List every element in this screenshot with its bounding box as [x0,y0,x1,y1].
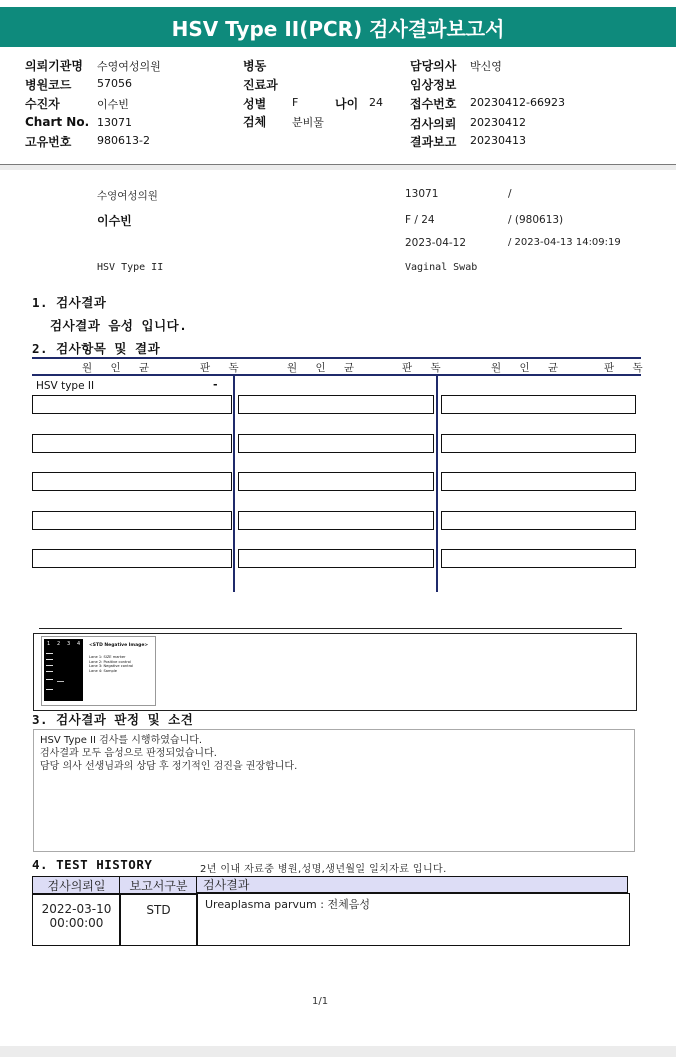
result-cell [238,549,434,568]
result-cell [238,434,434,453]
chart-no-value: 13071 [97,116,132,129]
info-test-name: HSV Type II [97,262,164,273]
gel-band [46,679,53,680]
gel-top-rule [39,628,622,629]
info-specimen: Vaginal Swab [405,262,478,273]
ward-label: 병동 [243,59,267,73]
section2-title: 2. 검사항목 및 결과 [32,341,161,356]
history-time: 00:00:00 [49,916,104,930]
page-number: 1/1 [312,996,329,1007]
table-top-rule [32,357,641,359]
gel-band [57,681,64,682]
history-cell-date [32,893,121,946]
result-cell [32,549,232,568]
opinion-line: 담당 의사 선생님과의 상담 후 정기적인 검진을 권장합니다. [40,761,298,772]
result-cell [238,395,434,414]
col2-judgement-header: 판 독 [402,362,447,374]
gel-lane-label: 1 [47,641,51,647]
result-cell [441,549,636,568]
col1-pathogen-header: 원 인 균 [82,362,156,374]
history-note: 2년 이내 자료중 병원,성명,생년월일 일치자료 입니다. [200,864,447,875]
result-cell [32,395,232,414]
info-sex-age: F / 24 [405,214,435,226]
table-divider-2 [436,376,438,592]
section1-title: 1. 검사결과 [32,295,107,310]
gel-image [41,636,156,706]
info-institution: 수영여성의원 [97,190,158,202]
request-label: 검사의뢰 [410,117,457,131]
col3-pathogen-header: 원 인 균 [491,362,565,374]
request-date-value: 20230412 [470,116,526,129]
result-cell [32,472,232,491]
sex-value: F [292,96,299,109]
patient-value: 이수빈 [97,98,129,111]
gel-band [46,689,53,690]
institution-value: 수영여성의원 [97,60,161,73]
report-label: 결과보고 [410,135,457,149]
age-value: 24 [369,96,383,109]
info-patient: 이수빈 [97,214,132,228]
history-cell-type [119,893,198,946]
history-cell-result [196,893,630,946]
chart-no-label: Chart No. [25,115,90,129]
unique-no-value: 980613-2 [97,134,150,147]
history-header-date: 검사의뢰일 [32,876,121,895]
info-chart-no: 13071 [405,188,439,200]
gel-lane-label: 3 [67,641,71,647]
gel-title: <STD Negative Image> [89,643,149,648]
col3-judgement-header: 판 독 [604,362,649,374]
section1-text: 검사결과 음성 입니다. [50,318,188,333]
receipt-no-value: 20230412-66923 [470,96,565,109]
result-cell [238,511,434,530]
specimen-label: 검체 [243,115,267,129]
gel-legend [89,655,133,673]
gel-band [46,671,53,672]
info-receipt-date: 2023-04-12 [405,237,467,249]
result-cell [238,472,434,491]
gel-legend-item: Lane 4: Sample [89,668,117,673]
history-header-type: 보고서구분 [119,876,198,895]
doctor-label: 담당의사 [410,59,457,73]
history-type: STD [146,903,171,917]
gel-photo [44,639,83,701]
header-shadow [0,165,676,170]
history-date: 2022-03-10 [41,902,112,916]
gel-lane-label: 2 [57,641,61,647]
table-divider-1 [233,376,235,592]
dept-label: 진료과 [243,78,278,92]
gel-band [46,653,53,654]
history-result: Ureaplasma parvum : 전체음성 [205,898,370,911]
section3-title: 3. 검사결과 판정 및 소견 [32,712,194,727]
opinion-line: 검사결과 모두 음성으로 판정되었습니다. [40,748,217,759]
doctor-value: 박신영 [470,60,502,73]
hospital-code-value: 57056 [97,77,132,90]
result-cell [32,511,232,530]
col2-pathogen-header: 원 인 균 [287,362,361,374]
receipt-no-label: 접수번호 [410,97,457,111]
institution-label: 의뢰기관명 [25,59,83,73]
section4-title: 4. TEST HISTORY [32,857,153,872]
gel-band [46,659,53,660]
result-judgement: - [213,378,218,391]
info-birth: / (980613) [508,214,564,226]
history-header-result: 검사결과 [196,876,628,893]
result-cell [441,472,636,491]
specimen-value: 분비물 [292,116,324,129]
result-pathogen-name: HSV type II [36,380,95,392]
bottom-bar [0,1046,676,1057]
hospital-code-label: 병원코드 [25,78,72,92]
gel-legend-item: Lane 2: Positive control [89,659,131,664]
report-date-value: 20230413 [470,134,526,147]
result-cell [441,511,636,530]
opinion-line: HSV Type II 검사를 시행하였습니다. [40,735,203,746]
col1-judgement-header: 판 독 [200,362,245,374]
result-cell [32,434,232,453]
gel-legend-item: Lane 1: SIZE marker [89,655,126,659]
gel-band [46,665,53,666]
info-slash: / [508,188,512,200]
info-report-datetime: / 2023-04-13 14:09:19 [508,237,621,248]
sex-label: 성별 [243,97,267,111]
age-label: 나이 [335,97,359,111]
report-title: HSV Type II(PCR) 검사결과보고서 [0,7,676,47]
gel-lane-label: 4 [77,641,81,647]
unique-no-label: 고유번호 [25,135,72,149]
patient-label: 수진자 [25,97,60,111]
result-cell [441,395,636,414]
result-cell [441,434,636,453]
clinical-label: 임상정보 [410,78,457,92]
opinion-text [40,734,297,773]
opinion-box [33,729,635,852]
gel-legend-item: Lane 3: Negative control [89,664,134,669]
